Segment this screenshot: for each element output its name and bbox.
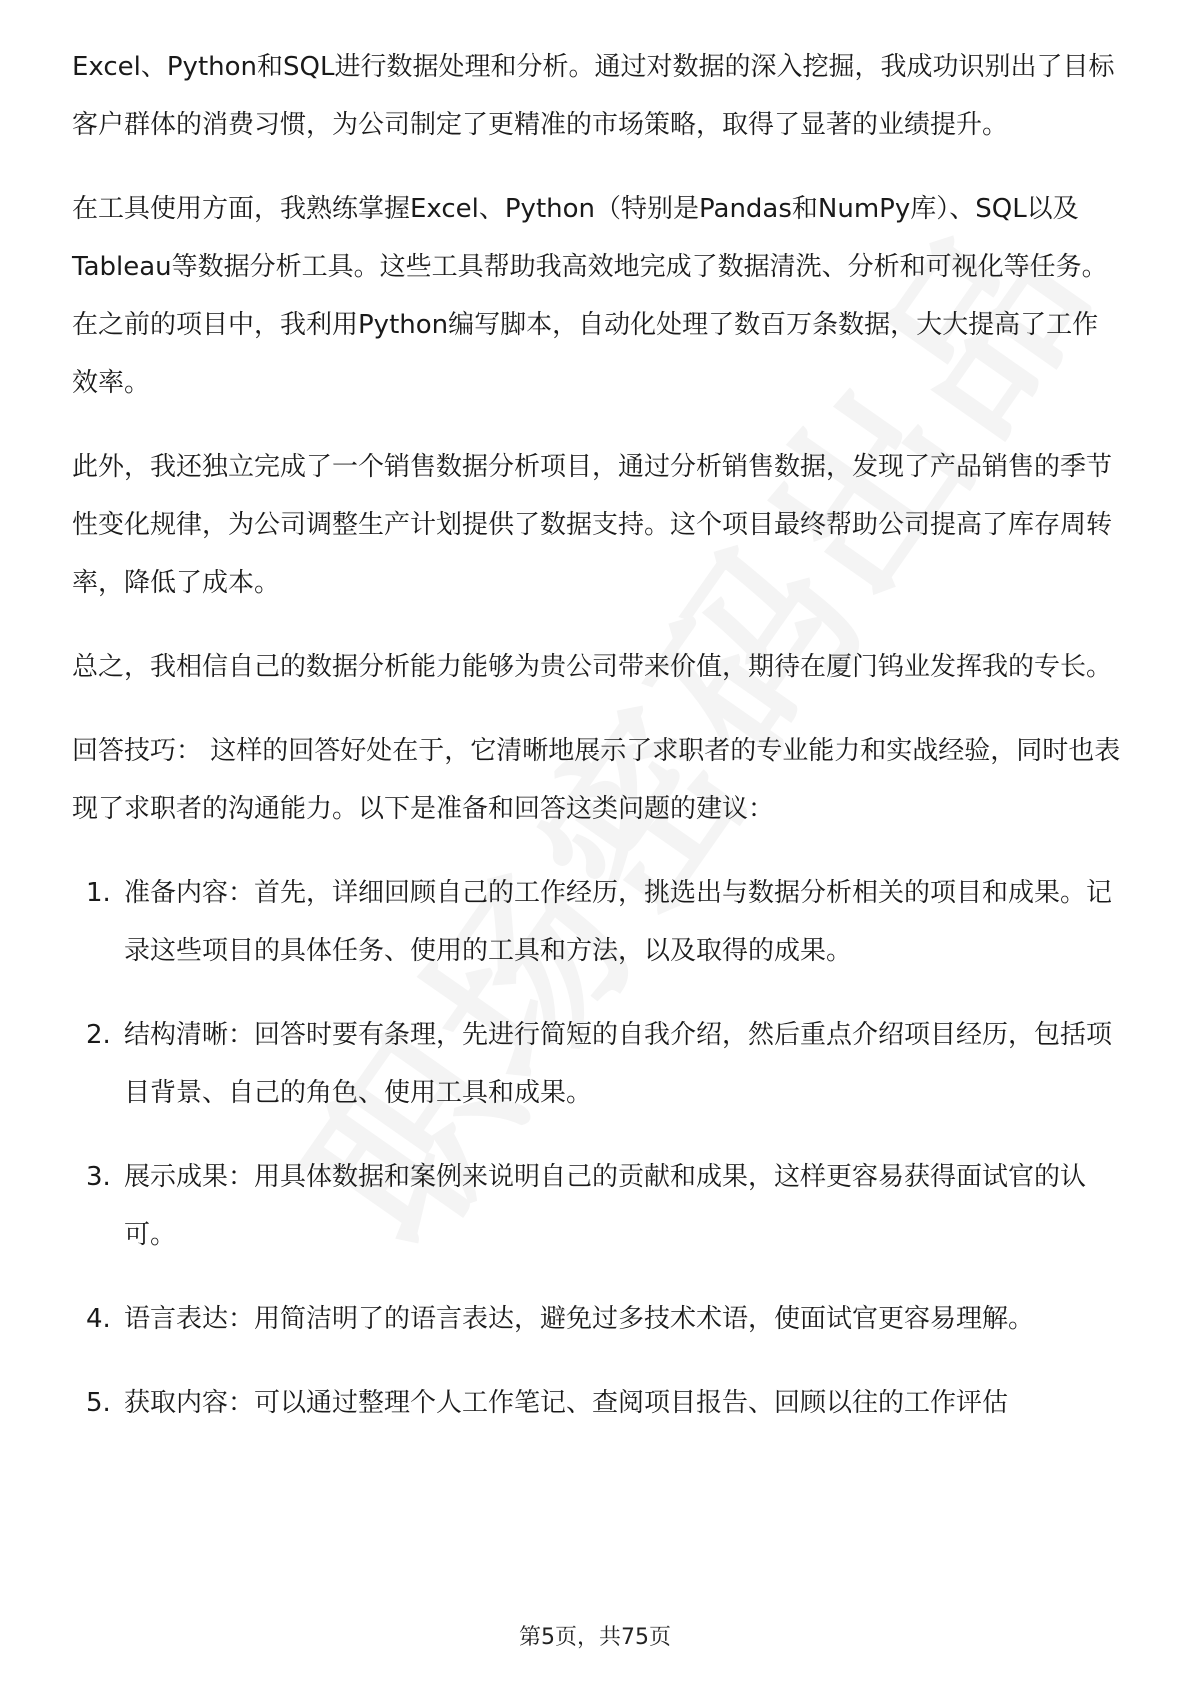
page-footer: 第5页，共75页 bbox=[519, 1625, 671, 1650]
list-text: 获取内容：可以通过整理个人工作笔记、查阅项目报告、回顾以往的工作评估 bbox=[124, 1388, 1009, 1418]
paragraph-5: 回答技巧： 这样的回答好处在于，它清晰地展示了求职者的专业能力和实战经验，同时也表现了求职者的沟通能力。以下是准备和回答这类问题的建议： bbox=[72, 736, 1121, 824]
list-item bbox=[72, 1006, 1122, 1122]
list-text: 结构清晰：回答时要有条理，先进行简短的自我介绍，然后重点介绍项目经历，包括项目背景、自己的角色、使用工具和成果。 bbox=[124, 1020, 1113, 1108]
list-number: 4. bbox=[86, 1304, 111, 1334]
paragraph-1: Excel、Python和SQL进行数据处理和分析。通过对数据的深入挖掘，我成功识别出了目标客户群体的消费习惯，为公司制定了更精准的市场策略，取得了显著的业绩提升。 bbox=[72, 52, 1115, 140]
list-number: 1. bbox=[86, 878, 111, 908]
list-number: 3. bbox=[86, 1162, 111, 1192]
list-number: 2. bbox=[86, 1020, 111, 1050]
list-text: 展示成果：用具体数据和案例来说明自己的贡献和成果，这样更容易获得面试官的认可。 bbox=[124, 1162, 1087, 1250]
list-item bbox=[72, 864, 1122, 980]
list-item bbox=[72, 1290, 1122, 1348]
list-item bbox=[72, 1374, 1122, 1432]
paragraph-4: 总之，我相信自己的数据分析能力能够为贵公司带来价值，期待在厦门钨业发挥我的专长。 bbox=[72, 652, 1113, 682]
paragraph-3: 此外，我还独立完成了一个销售数据分析项目，通过分析销售数据，发现了产品销售的季节性变化规律，为公司调整生产计划提供了数据支持。这个项目最终帮助公司提高了库存周转率，降低了成本。 bbox=[72, 452, 1113, 598]
tips-list bbox=[72, 864, 1122, 1432]
list-text: 语言表达：用简洁明了的语言表达，避免过多技术术语，使面试官更容易理解。 bbox=[124, 1304, 1035, 1334]
list-text: 准备内容：首先，详细回顾自己的工作经历，挑选出与数据分析相关的项目和成果。记录这些项目的具体任务、使用的工具和方法，以及取得的成果。 bbox=[124, 878, 1113, 966]
list-number: 5. bbox=[86, 1388, 111, 1418]
paragraph-2: 在工具使用方面，我熟练掌握Excel、Python（特别是Pandas和NumPy库）、SQL以及Tableau等数据分析工具。这些工具帮助我高效地完成了数据清洗、分析和可视化等任务。在之前的项目中，我利用Python编写脚本，自动化处理了数百万条数据，大大提高了工作效率。 bbox=[72, 194, 1108, 398]
list-item bbox=[72, 1148, 1122, 1264]
document-body bbox=[72, 38, 1122, 1458]
